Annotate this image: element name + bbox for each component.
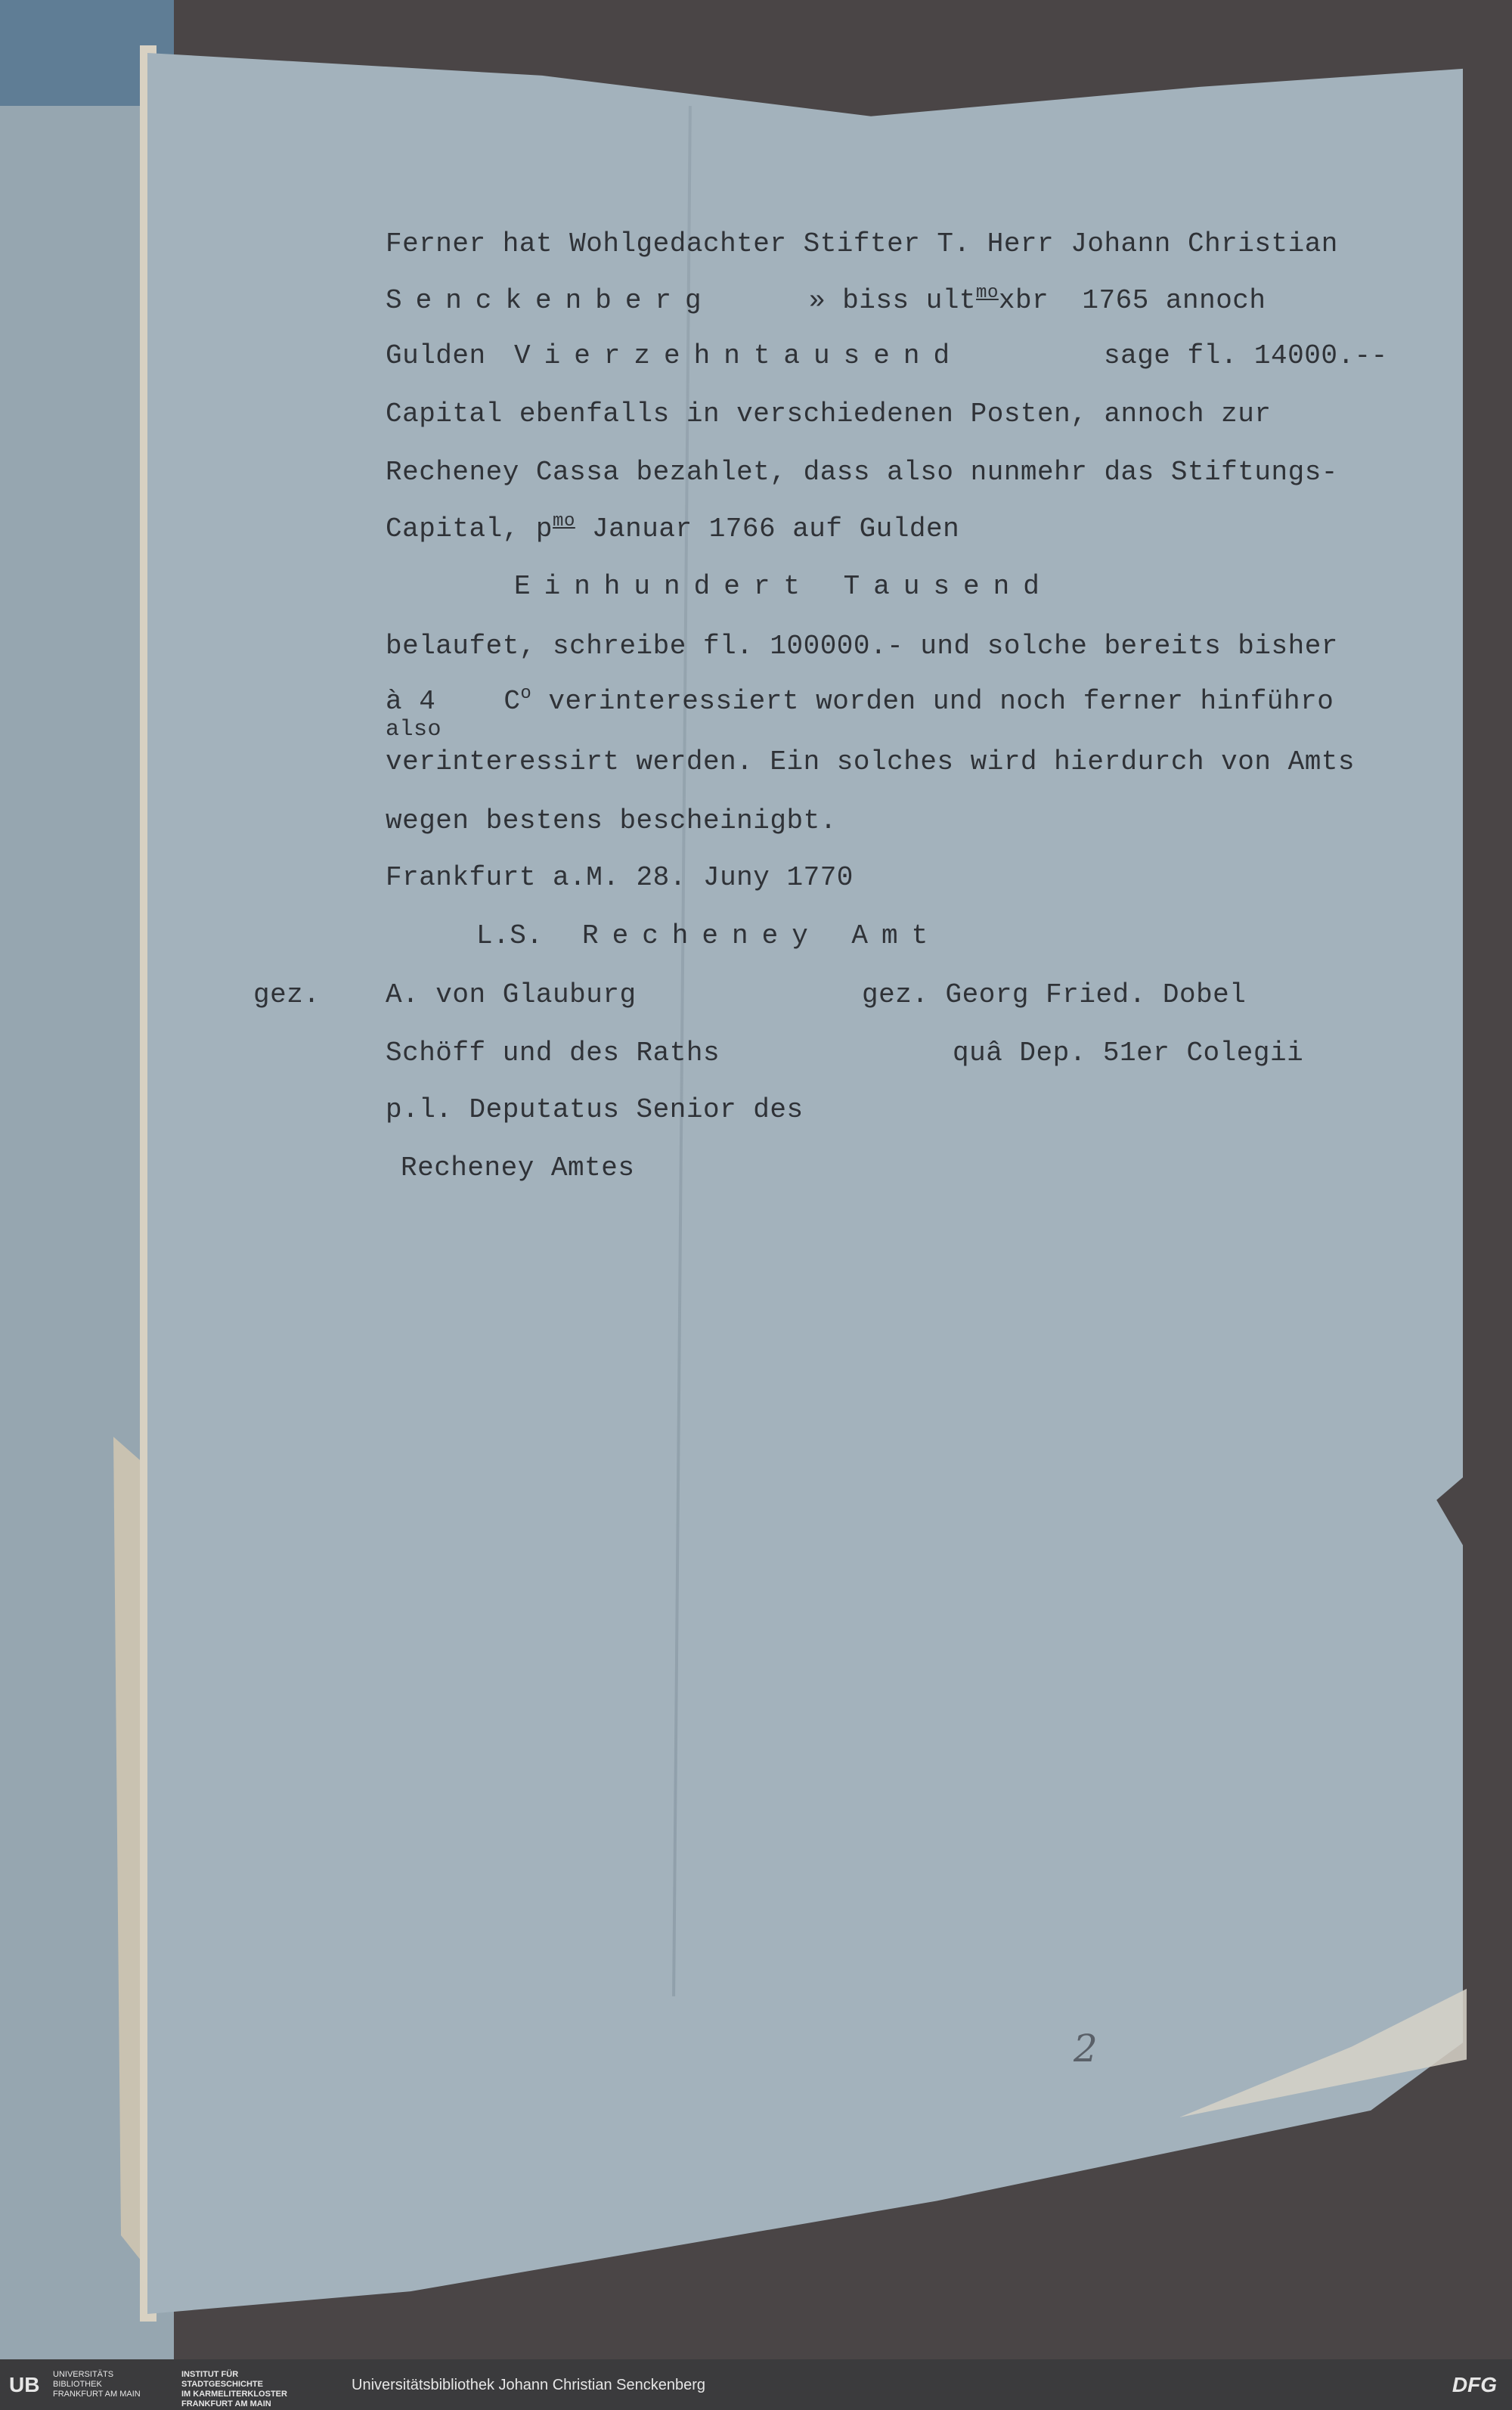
text-line: also bbox=[386, 717, 442, 743]
document-sheet bbox=[147, 53, 1463, 2314]
text-line: quâ Dep. 51er Colegii bbox=[953, 1038, 1304, 1069]
text-line: p.l. Deputatus Senior des bbox=[386, 1094, 804, 1125]
text-line: wegen bestens bescheinigbt. bbox=[386, 805, 837, 836]
text-line: belaufet, schreibe fl. 100000.- und solche bereits bisher bbox=[386, 631, 1338, 662]
footer-caption: Universitätsbibliothek Johann Christian Senckenberg bbox=[352, 2377, 706, 2393]
text-line: Capital ebenfalls in verschiedenen Posten, annoch zur bbox=[386, 399, 1272, 430]
ub-logo: UB bbox=[9, 2373, 40, 2396]
text-line: » biss ult$^{mo}$xbr 1765 annoch bbox=[809, 283, 1266, 316]
footer-bar bbox=[0, 2359, 1512, 2410]
text-line: Recheney Amt bbox=[582, 920, 942, 951]
text-line: Gulden bbox=[386, 340, 486, 371]
text-line: verinteressirt werden. Ein solches wird hierdurch von Amts bbox=[386, 746, 1356, 777]
text-line: L.S. bbox=[476, 920, 544, 951]
text-line: Recheney Cassa bezahlet, dass also nunmehr das Stiftungs- bbox=[386, 457, 1338, 488]
pencil-page-number: 2 bbox=[1074, 2027, 1098, 2070]
text-line: Recheney Amtes bbox=[401, 1152, 635, 1183]
text-line: A. von Glauburg bbox=[386, 979, 637, 1010]
text-line: sage fl. 14000.-- bbox=[1104, 340, 1388, 371]
text-line: Schöff und des Raths bbox=[386, 1038, 720, 1069]
institute-logo-text: INSTITUT FÜR STADTGESCHICHTE IM KARMELITERKLOSTER FRANKFURT AM MAIN bbox=[181, 2370, 287, 2408]
dfg-logo: DFG bbox=[1452, 2373, 1497, 2396]
text-line: gez. Georg Fried. Dobel bbox=[862, 979, 1247, 1010]
text-line: Vierzehntausend bbox=[514, 340, 964, 371]
text-line: Einhundert Tausend bbox=[514, 571, 1053, 602]
text-line: Capital, $p^{mo}$ Januar 1766 auf Gulden bbox=[386, 511, 960, 544]
text-line: Ferner hat Wohlgedachter Stifter T. Herr Johann Christian bbox=[386, 228, 1338, 259]
text-line: Frankfurt a.M. 28. Juny 1770 bbox=[386, 862, 854, 893]
text-line: gez. bbox=[253, 979, 321, 1010]
text-line: à 4 $C^o$ verinteressiert worden und noch ferner hinführo bbox=[386, 684, 1334, 717]
text-line: Senckenberg bbox=[386, 285, 715, 316]
ub-logo-text: UNIVERSITÄTS BIBLIOTHEK FRANKFURT AM MAIN bbox=[53, 2370, 141, 2399]
